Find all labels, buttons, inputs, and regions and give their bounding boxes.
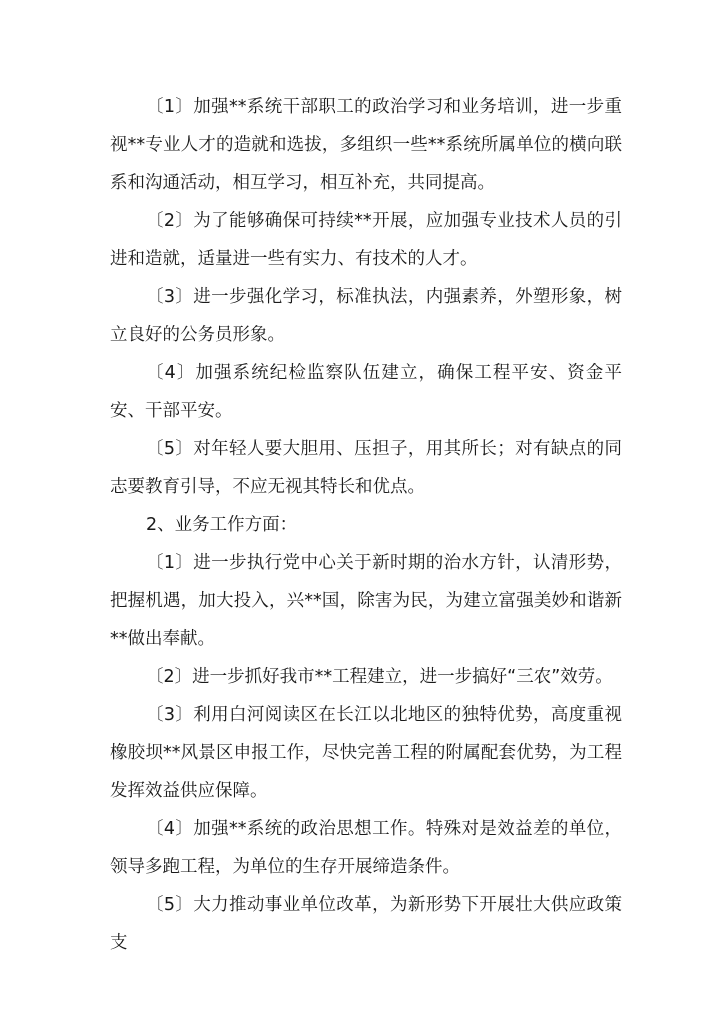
paragraph-city-projects: 〔2〕进一步抓好我市**工程建立，进一步搞好“三农”效劳。 <box>146 667 613 687</box>
section-heading-business-work: 2、业务工作方面： <box>146 515 298 535</box>
paragraph-water-policy: 〔1〕进一步执行党中心关于新时期的治水方针，认清形势，把握机遇，加大投入，兴**国，除害为民，为建立富强美妙和谐新**做出奉献。 <box>110 553 622 649</box>
paragraph-talent-introduction: 〔2〕为了能够确保可持续**开展，应加强专业技术人员的引进和造就，适量进一些有实力、有技术的人才。 <box>110 211 622 269</box>
paragraph-institution-reform: 〔5〕大力推动事业单位改革，为新形势下开展壮大供应政策支 <box>110 895 622 953</box>
document-body <box>110 88 622 962</box>
paragraph-scenic-area: 〔3〕利用白河阅读区在长江以北地区的独特优势，高度重视橡胶坝**风景区申报工作，尽快完善工程的附属配套优势，为工程发挥效益供应保障。 <box>110 705 622 801</box>
paragraph-young-staff: 〔5〕对年轻人要大胆用、压担子，用其所长；对有缺点的同志要教育引导，不应无视其特长和优点。 <box>110 439 622 497</box>
paragraph-discipline-inspection: 〔4〕加强系统纪检监察队伍建立，确保工程平安、资金平安、干部平安。 <box>110 363 622 421</box>
paragraph-cadre-training: 〔1〕加强**系统干部职工的政治学习和业务培训，进一步重视**专业人才的造就和选拔，多组织一些**系统所属单位的横向联系和沟通活动，相互学习，相互补充，共同提高。 <box>110 97 622 193</box>
paragraph-political-work: 〔4〕加强**系统的政治思想工作。特殊对是效益差的单位，领导多跑工程，为单位的生存开展缔造条件。 <box>110 819 622 877</box>
paragraph-law-enforcement: 〔3〕进一步强化学习，标准执法，内强素养，外塑形象，树立良好的公务员形象。 <box>110 287 622 345</box>
